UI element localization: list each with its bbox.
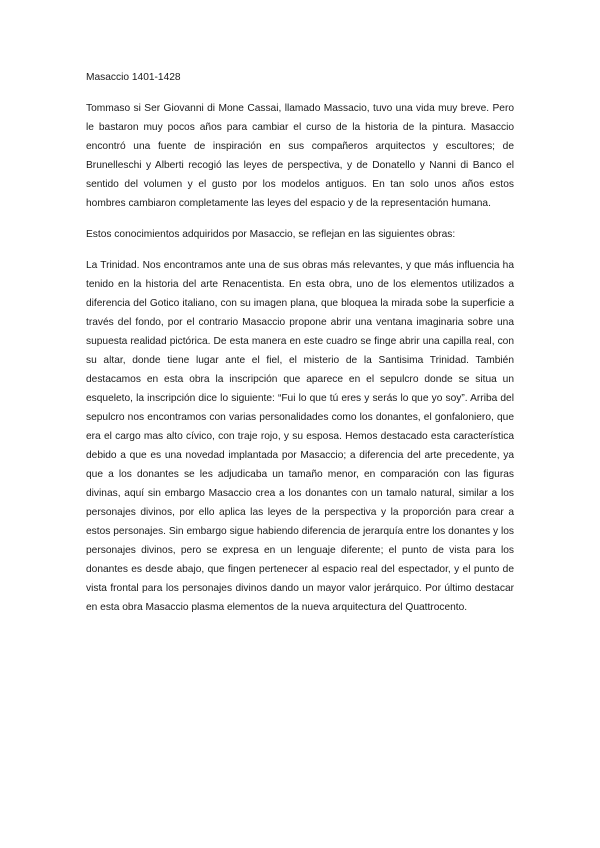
paragraph-works-intro: Estos conocimientos adquiridos por Masaccio, se reflejan en las siguientes obras:: [86, 229, 456, 240]
paragraph-trinidad: La Trinidad. Nos encontramos ante una de sus obras más relevantes, y que más influencia ha tenido en la historia del arte Renacentista. En esta obra, uno de los elementos utilizados a diferencia del Gotico italiano, con su imagen plana, que bloquea la mirada sobe la superficie a través del fondo, por el contrario Masaccio propone abrir una ventana imaginaria sobre una supuesta realidad pictórica. De esta manera en este cuadro se finge abrir una capilla real, con su altar, donde tiene lugar ante el fiel, el misterio de la Santisima Trinidad. También destacamos en esta obra la inscripción que aparece en el sepulcro donde se situa un esqueleto, la inscripción dice lo siguiente: “Fui lo que tú eres y serás lo que yo soy”. Arriba del sepulcro nos encontramos con varias personalidades como los donantes, el gonfaloniero, que era el cargo mas alto cívico, con traje rojo, y su esposa. Hemos destacado esta característica debido a que es una novedad implantada por Masaccio; a diferencia del arte precedente, ya que a los donantes se les adjudicaba un tamaño menor, en comparación con las figuras divinas, aquí sin embargo Masaccio crea a los donantes con un tamalo natural, similar a los personajes divinos, por ello aplica las leyes de la perspectiva y la proporción para crear a estos personajes. Sin embargo sigue habiendo diferencia de jerarquía entre los donantes y los personajes divinos, pero se expresa en un lenguaje diferente; el punto de vista para los donantes es desde abajo, que fingen pertenecer al espacio real del espectador, y el punto de vista frontal para los personajes divinos dando un mayor valor jerárquico. Por último destacar en esta obra Masaccio plasma elementos de la nueva arquitectura del Quattrocento.: [86, 260, 514, 613]
document-title: Masaccio 1401-1428: [86, 72, 181, 83]
document-body: [86, 68, 514, 629]
paragraph-intro: Tommaso si Ser Giovanni di Mone Cassai, llamado Massacio, tuvo una vida muy breve. Pero le bastaron muy pocos años para cambiar el curso de la historia de la pintura. Masaccio encontró una fuente de inspiración en sus compañeros arquitectos y escultores; de Brunelleschi y Alberti recogió las leyes de perspectiva, y de Donatello y Nanni di Banco el sentido del volumen y el gusto por los modelos antiguos. En tan solo unos años estos hombres cambiaron completamente las leyes del espacio y de la representación humana.: [86, 103, 514, 209]
